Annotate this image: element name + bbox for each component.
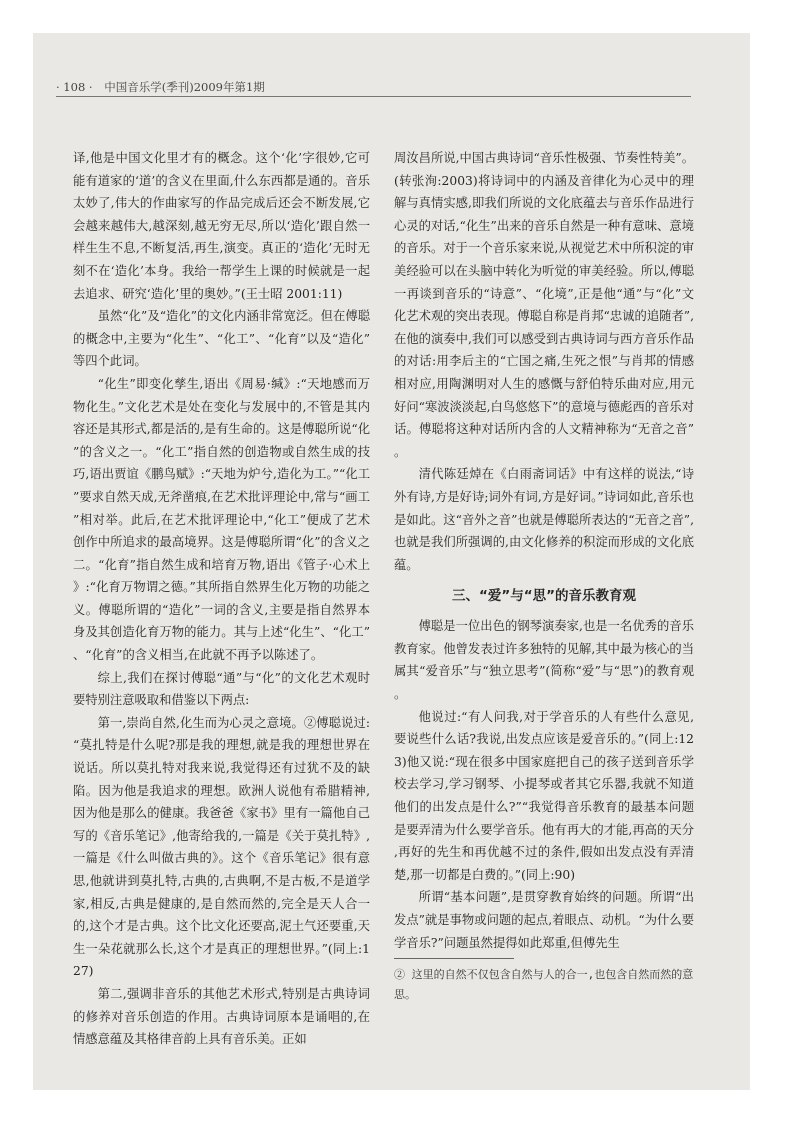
paragraph: 所谓“基本问题”,是贯穿教育始终的问题。所谓“出发点”就是事物或问题的起点,着眼点、动机。“为什么要学音乐?”问题虽然提得如此郑重,但傅先生 [394, 890, 694, 950]
paragraph: 第二,强调非音乐的其他艺术形式,特别是古典诗词的修养对音乐创造的作用。古典诗词原本是诵唱的,在情感意蕴及其格律音韵上具有音乐美。正如 [73, 986, 370, 1047]
right-column [394, 147, 694, 954]
paragraph: 第一,崇尚自然,化生而为心灵之意境。②傅聪说过:“莫扎特是什么呢?那是我的理想,就是我的理想世界在说话。所以莫扎特对我来说,我觉得还有过犹不及的缺陷。因为他是我追求的理想。欧洲人说他有希腊精神,因为他是那么的健康。我爸爸《家书》里有一篇他自己写的《音乐笔记》,他寄给我的,一篇是《关于莫扎特》,一篇是《什么叫做古典的》。这个《音乐笔记》很有意思,他就讲到莫扎特,古典的,古典啊,不是古板,不是道学家,相反,古典是健康的,是自然而然的,完全是天人合一的,这个才是古典。这个比文化还要高,泥土气还要重,天生一朵花就那么长,这个才是真正的理想世界。”(同上:127) [73, 715, 370, 979]
page-number: · 108 · [56, 80, 93, 94]
journal-title: 中国音乐学(季刊)2009年第1期 [104, 80, 265, 94]
paragraph: 虽然“化”及“造化”的文化内涵非常宽泛。但在傅聪的概念中,主要为“化生”、“化工”、“化育”以及“造化”等四个此词。 [73, 309, 370, 369]
paragraph: 傅聪是一位出色的钢琴演奏家,也是一名优秀的音乐教育家。他曾发表过许多独特的见解,其中最为核心的当属其“爱音乐”与“独立思考”(简称“爱”与“思”)的教育观。 [394, 619, 694, 702]
paragraph: “化生”即变化孳生,语出《周易·缄》:“天地感而万物化生。”文化艺术是处在变化与发展中的,不管是其内容还是其形式,都是活的,是有生命的。这是傅聪所说“化”的含义之一。“化工”指自然的创造物或自然生成的技巧,语出贾谊《鹏鸟赋》:“天地为炉兮,造化为工。”“化工”要求自然天成,无斧凿痕,在艺术批评理论中,常与“画工”相对举。此后,在艺术批评理论中,“化工”便成了艺术创作中所追求的最高境界。这是傅聪所谓“化”的含义之二。“化育”指自然生成和培育万物,语出《管子·心术上》:“化育万物谓之德。”其所指自然界生化万物的功能之义。傅聪所谓的“造化”一词的含义,主要是指自然界本身及其创造化育万物的能力。其与上述“化生”、“化工”、“化育”的含义相当,在此就不再予以陈述了。 [73, 376, 370, 663]
page-header [56, 79, 696, 95]
paragraph: 综上,我们在探讨傅聪“通”与“化”的文化艺术观时要特别注意吸取和借鉴以下两点: [73, 670, 370, 708]
footnote-rule [394, 958, 514, 959]
paragraph: 译,他是中国文化里才有的概念。这个‘化’字很妙,它可能有道家的‘道’的含义在里面,什么东西都是通的。音乐太妙了,伟大的作曲家写的作品完成后还会不断发展,它会越来越伟大,越深刻,越无穷无尽,所以‘造化’跟自然一样生生不息,不断复活,再生,演变。真正的‘造化’无时无刻不在‘造化’本身。我给一帮学生上课的时候就是一起去追求、研究‘造化’里的奥妙。”(王士昭 2001:11) [73, 151, 370, 301]
header-rule [56, 96, 691, 97]
paragraph: 他说过:“有人问我,对于学音乐的人有些什么意见,要说些什么话?我说,出发点应该是爱音乐的。”(同上:123)他又说:“现在很多中国家庭把自己的孩子送到音乐学校去学习,学习钢琴、小提琴或者其它乐器,我就不知道他们的出发点是什么?”“我觉得音乐教育的最基本问题是要弄清为什么要学音乐。他有再大的才能,再高的天分,再好的先生和再优越不过的条件,假如出发点没有弄清楚,那一切都是白费的。”(同上:90) [394, 709, 694, 882]
section-title: 三、“爱”与“思”的音乐教育观 [452, 588, 636, 605]
paragraph: 清代陈廷焯在《白雨斋词话》中有这样的说法,“诗外有诗,方是好诗;词外有词,方是好词。”诗词如此,音乐也是如此。这“音外之音”也就是傅聪所表达的“无音之音”,也就是我们所强调的,由文化修养的积淀而形成的文化底蕴。 [394, 467, 694, 572]
left-column [73, 147, 370, 1051]
footnote: ② 这里的自然不仅包含自然与人的合一,也包含自然而然的意思。 [394, 968, 694, 1001]
paragraph: 周汝昌所说,中国古典诗词“音乐性极强、节奏性特美”。(转张洵:2003)将诗词中的内涵及音律化为心灵中的理解与真情实感,即我们所说的文化底蕴去与音乐作品进行心灵的对话,“化生”出来的音乐自然是一种有意味、意境的音乐。对于一个音乐家来说,从视觉艺术中所积淀的审美经验可以在头脑中转化为听觉的审美经验。所以,傅聪一再谈到音乐的“诗意”、“化境”,正是他“通”与“化”文化艺术观的突出表现。傅聪自称是肖邦“忠诚的追随者”,在他的演奏中,我们可以感受到古典诗词与西方音乐作品的对话:用李后主的“亡国之痛,生死之恨”与肖邦的情感相对应,用陶渊明对人生的感慨与舒伯特乐曲对应,用元好问“寒波淡淡起,白鸟悠悠下”的意境与德彪西的音乐对话。傅聪将这种对话所内含的人文精神称为“无音之音”。 [394, 151, 694, 459]
